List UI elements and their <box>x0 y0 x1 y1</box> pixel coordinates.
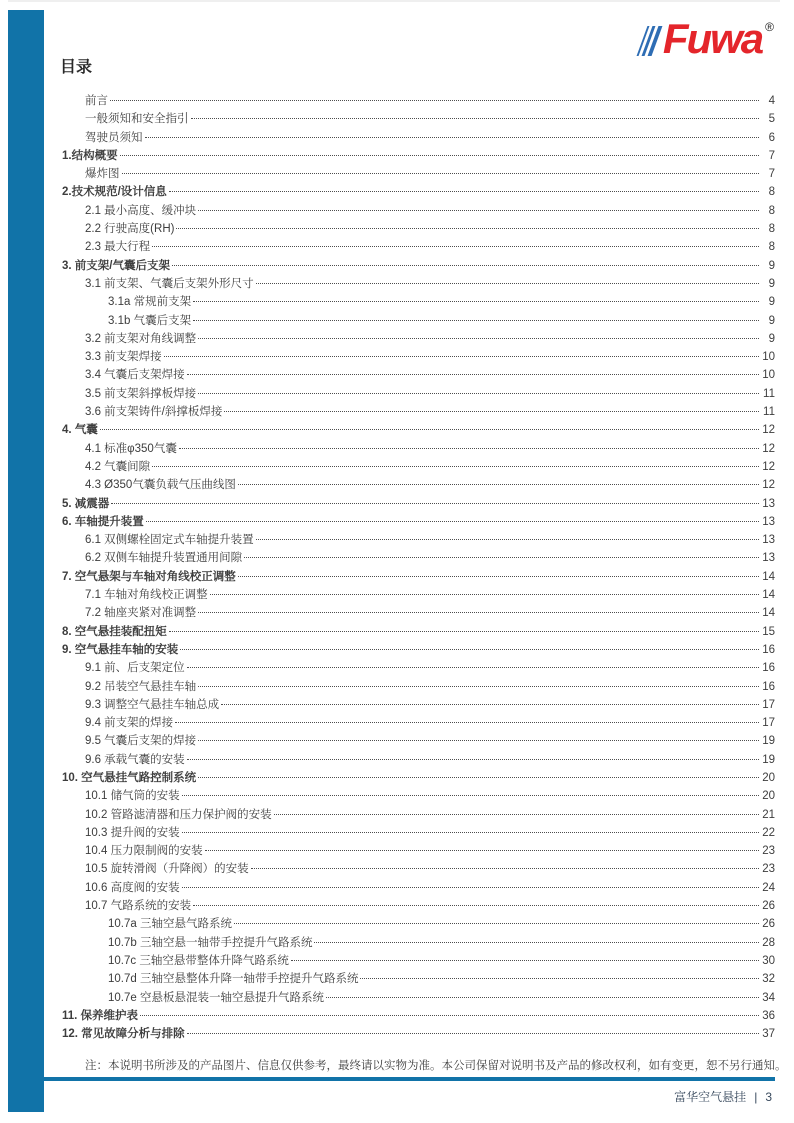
toc-entry-page-number: 8 <box>768 223 775 236</box>
footer-product-name: 富华空气悬挂 <box>674 1090 747 1104</box>
toc-entry-label: 9.5 气囊后支架的焊接 <box>85 735 197 748</box>
toc-entry-label: 10.7e 空悬板悬混装一轴空悬提升气路系统 <box>108 991 324 1004</box>
toc-dot-leader <box>198 686 759 687</box>
toc-entry-label: 9.3 调整空气悬挂车轴总成 <box>85 698 220 711</box>
toc-dot-leader <box>164 356 759 357</box>
toc-entry[interactable] <box>62 897 775 915</box>
left-accent-bar <box>8 10 44 1112</box>
toc-entry-label: 2.3 最大行程 <box>85 241 151 254</box>
toc-entry[interactable] <box>62 495 775 513</box>
page-footer <box>674 1088 772 1105</box>
footer-page-number: 3 <box>765 1089 772 1104</box>
toc-entry-page-number: 16 <box>762 662 775 675</box>
toc-entry-page-number: 12 <box>762 424 775 437</box>
toc-entry-label: 10.7b 三轴空悬一轴带手控提升气路系统 <box>108 936 313 949</box>
toc-entry-page-number: 11 <box>763 406 775 419</box>
toc-dot-leader <box>193 301 759 302</box>
toc-entry[interactable] <box>62 934 775 952</box>
toc-dot-leader <box>193 320 759 321</box>
toc-entry[interactable] <box>62 879 775 897</box>
toc-entry-page-number: 12 <box>762 479 775 492</box>
toc-entry-label: 爆炸图 <box>85 168 120 181</box>
toc-entry-label: 11. 保养维护表 <box>62 1009 139 1022</box>
toc-entry-page-number: 19 <box>762 753 775 766</box>
toc-dot-leader <box>179 448 759 449</box>
toc-entry-label: 5. 减震器 <box>62 497 110 510</box>
toc-entry-label: 1.结构概要 <box>62 149 118 162</box>
toc-entry-label: 3.1b 气囊后支架 <box>108 314 192 327</box>
logo-slashes-icon <box>636 26 665 56</box>
toc-entry-label: 6.2 双侧车轴提升装置通用间隙 <box>85 552 243 565</box>
toc-entry[interactable] <box>62 110 775 128</box>
toc-entry-label: 4.3 Ø350气囊负载气压曲线图 <box>85 479 236 492</box>
toc-entry-label: 10.7d 三轴空悬整体升降一轴带手控提升气路系统 <box>108 973 359 986</box>
toc-entry[interactable] <box>62 476 775 494</box>
toc-entry[interactable] <box>62 165 775 183</box>
toc-entry-page-number: 17 <box>762 717 775 730</box>
logo-wordmark: Fuwa <box>662 15 763 62</box>
toc-entry-label: 10.7c 三轴空悬带整体升降气路系统 <box>108 954 289 967</box>
toc-entry-page-number: 22 <box>762 826 775 839</box>
toc-entry-label: 10. 空气悬挂气路控制系统 <box>62 771 197 784</box>
toc-dot-leader <box>221 704 759 705</box>
toc-entry[interactable] <box>62 549 775 567</box>
toc-entry[interactable] <box>62 257 775 275</box>
toc-entry[interactable] <box>62 92 775 110</box>
toc-dot-leader <box>187 667 759 668</box>
toc-entry-page-number: 9 <box>768 277 775 290</box>
toc-entry-label: 9.2 吊装空气悬挂车轴 <box>85 680 197 693</box>
toc-entry-page-number: 15 <box>762 625 775 638</box>
toc-entry-label: 10.4 压力限制阀的安装 <box>85 845 203 858</box>
toc-entry-page-number: 23 <box>762 863 775 876</box>
toc-entry-label: 7. 空气悬架与车轴对角线校正调整 <box>62 570 236 583</box>
toc-entry[interactable] <box>62 202 775 220</box>
toc-entry[interactable] <box>62 604 775 622</box>
toc-entry[interactable] <box>62 751 775 769</box>
toc-dot-leader <box>193 905 759 906</box>
toc-entry-label: 4.1 标准φ350气囊 <box>85 442 177 455</box>
toc-entry-label: 9. 空气悬挂车轴的安装 <box>62 643 179 656</box>
toc-entry-page-number: 34 <box>762 991 775 1004</box>
toc-entry-page-number: 12 <box>762 460 775 473</box>
toc-dot-leader <box>314 942 759 943</box>
toc-entry-page-number: 8 <box>768 204 775 217</box>
toc-dot-leader <box>238 576 759 577</box>
toc-dot-leader <box>169 191 759 192</box>
toc-entry-page-number: 23 <box>762 845 775 858</box>
toc-entry-page-number: 19 <box>762 735 775 748</box>
toc-entry[interactable] <box>62 330 775 348</box>
toc-entry-label: 前言 <box>85 95 108 107</box>
toc-dot-leader <box>187 374 759 375</box>
toc-dot-leader <box>176 228 759 229</box>
toc-entry-label: 10.2 管路滤清器和压力保护阀的安装 <box>85 808 272 821</box>
toc-entry-page-number: 13 <box>762 515 775 528</box>
toc-entry[interactable] <box>62 403 775 421</box>
toc-entry[interactable] <box>62 952 775 970</box>
toc-entry[interactable] <box>62 513 775 531</box>
toc-dot-leader <box>198 612 759 613</box>
toc-list <box>62 92 775 1043</box>
toc-entry-page-number: 14 <box>762 607 775 620</box>
toc-entry[interactable] <box>62 458 775 476</box>
toc-entry[interactable] <box>62 586 775 604</box>
toc-dot-leader <box>274 814 759 815</box>
toc-entry[interactable] <box>62 129 775 147</box>
toc-entry-label: 9.6 承载气囊的安装 <box>85 753 185 766</box>
toc-dot-leader <box>224 411 759 412</box>
toc-entry[interactable] <box>62 915 775 933</box>
toc-entry[interactable] <box>62 970 775 988</box>
top-hairline <box>8 0 780 2</box>
toc-dot-leader <box>182 795 759 796</box>
toc-entry[interactable] <box>62 421 775 439</box>
toc-dot-leader <box>256 539 759 540</box>
toc-entry-page-number: 4 <box>768 95 775 107</box>
toc-entry-page-number: 10 <box>762 351 775 364</box>
page-title: 目录 <box>60 59 93 76</box>
toc-entry-page-number: 13 <box>762 497 775 510</box>
toc-entry[interactable] <box>62 348 775 366</box>
toc-dot-leader <box>110 100 759 101</box>
toc-entry-page-number: 16 <box>762 680 775 693</box>
toc-entry-label: 10.5 旋转滑阀（升降阀）的安装 <box>85 863 249 876</box>
toc-entry-label: 3.4 气囊后支架焊接 <box>85 369 185 382</box>
toc-entry-label: 2.技术规范/设计信息 <box>62 186 167 199</box>
toc-entry[interactable] <box>62 293 775 311</box>
toc-dot-leader <box>256 283 759 284</box>
toc-entry-label: 4. 气囊 <box>62 424 98 437</box>
toc-entry-page-number: 7 <box>768 168 775 181</box>
toc-entry[interactable] <box>62 220 775 238</box>
footer-rule <box>44 1077 775 1081</box>
toc-entry-label: 10.7a 三轴空悬气路系统 <box>108 918 232 931</box>
toc-entry-label: 4.2 气囊间隙 <box>85 460 151 473</box>
toc-entry-page-number: 16 <box>762 643 775 656</box>
toc-entry-label: 9.4 前支架的焊接 <box>85 717 174 730</box>
toc-dot-leader <box>169 631 759 632</box>
toc-entry[interactable] <box>62 1025 775 1043</box>
toc-entry-label: 3.3 前支架焊接 <box>85 351 162 364</box>
toc-entry-label: 10.7 气路系统的安装 <box>85 900 192 913</box>
toc-entry[interactable] <box>62 714 775 732</box>
toc-entry[interactable] <box>62 531 775 549</box>
toc-entry-page-number: 5 <box>768 113 775 126</box>
toc-entry[interactable] <box>62 659 775 677</box>
toc-entry-label: 7.2 轴座夹紧对准调整 <box>85 607 197 620</box>
toc-dot-leader <box>234 923 759 924</box>
toc-entry-label: 3.6 前支架铸件/斜撑板焊接 <box>85 406 223 419</box>
toc-entry-page-number: 14 <box>762 570 775 583</box>
toc-dot-leader <box>238 484 759 485</box>
toc-entry-page-number: 10 <box>762 369 775 382</box>
toc-dot-leader <box>145 137 760 138</box>
toc-entry[interactable] <box>62 238 775 256</box>
toc-entry[interactable] <box>62 824 775 842</box>
toc-dot-leader <box>120 155 759 156</box>
toc-entry[interactable] <box>62 678 775 696</box>
toc-dot-leader <box>191 118 760 119</box>
toc-entry-page-number: 13 <box>762 552 775 565</box>
toc-entry[interactable] <box>62 312 775 330</box>
toc-entry-page-number: 7 <box>768 149 775 162</box>
toc-entry[interactable] <box>62 1007 775 1025</box>
toc-entry[interactable] <box>62 385 775 403</box>
toc-entry[interactable] <box>62 696 775 714</box>
registered-trademark-icon: ® <box>765 20 774 34</box>
toc-entry-page-number: 28 <box>762 936 775 949</box>
toc-entry[interactable] <box>62 641 775 659</box>
toc-dot-leader <box>146 521 759 522</box>
toc-dot-leader <box>152 466 759 467</box>
toc-entry-page-number: 36 <box>762 1009 775 1022</box>
toc-entry-page-number: 9 <box>768 259 775 272</box>
toc-dot-leader <box>244 557 759 558</box>
toc-entry[interactable] <box>62 860 775 878</box>
toc-dot-leader <box>100 429 759 430</box>
toc-dot-leader <box>187 1033 759 1034</box>
disclaimer-note: 注：本说明书所涉及的产品图片、信息仅供参考，最终请以实物为准。本公司保留对说明书及产品的修改权利，如有变更，恕不另行通知。 <box>85 1060 787 1072</box>
toc-dot-leader <box>198 393 759 394</box>
toc-dot-leader <box>172 265 759 266</box>
toc-entry-label: 3.1a 常规前支架 <box>108 296 192 309</box>
toc-dot-leader <box>291 960 759 961</box>
toc-dot-leader <box>198 777 759 778</box>
toc-entry[interactable] <box>62 787 775 805</box>
toc-dot-leader <box>198 740 759 741</box>
toc-entry-page-number: 8 <box>768 241 775 254</box>
toc-dot-leader <box>210 594 759 595</box>
toc-entry-label: 2.2 行驶高度(RH) <box>85 223 175 236</box>
toc-entry-page-number: 37 <box>762 1028 775 1041</box>
toc-dot-leader <box>251 868 759 869</box>
toc-dot-leader <box>360 978 759 979</box>
toc-entry-page-number: 20 <box>762 790 775 803</box>
toc-entry-label: 6.1 双侧螺栓固定式车轴提升装置 <box>85 534 254 547</box>
toc-entry-label: 10.1 储气筒的安装 <box>85 790 180 803</box>
toc-entry[interactable] <box>62 183 775 201</box>
toc-entry-label: 3.1 前支架、气囊后支架外形尺寸 <box>85 277 254 290</box>
toc-entry[interactable] <box>62 769 775 787</box>
toc-entry-label: 驾驶员须知 <box>85 131 143 144</box>
toc-dot-leader <box>152 246 759 247</box>
toc-entry-page-number: 26 <box>762 918 775 931</box>
toc-entry-label: 10.3 提升阀的安装 <box>85 826 180 839</box>
toc-entry-page-number: 14 <box>762 589 775 602</box>
toc-entry-page-number: 21 <box>762 808 775 821</box>
toc-entry[interactable] <box>62 568 775 586</box>
toc-dot-leader <box>182 887 759 888</box>
toc-dot-leader <box>175 722 759 723</box>
toc-entry-page-number: 11 <box>763 387 775 400</box>
toc-entry-label: 12. 常见故障分析与排除 <box>62 1028 185 1041</box>
toc-entry-page-number: 9 <box>768 296 775 309</box>
toc-entry-page-number: 13 <box>762 534 775 547</box>
toc-entry[interactable] <box>62 806 775 824</box>
fuwa-logo <box>642 15 774 62</box>
toc-dot-leader <box>326 997 759 998</box>
toc-entry-label: 3.2 前支架对角线调整 <box>85 332 197 345</box>
toc-entry-page-number: 8 <box>768 186 775 199</box>
toc-entry-label: 7.1 车轴对角线校正调整 <box>85 589 208 602</box>
toc-entry[interactable] <box>62 147 775 165</box>
toc-entry-page-number: 12 <box>762 442 775 455</box>
toc-entry[interactable] <box>62 989 775 1007</box>
toc-entry[interactable] <box>62 623 775 641</box>
toc-entry-page-number: 6 <box>768 131 775 144</box>
toc-entry-label: 2.1 最小高度、缓冲块 <box>85 204 197 217</box>
toc-dot-leader <box>180 649 759 650</box>
toc-entry-label: 3. 前支架/气囊后支架 <box>62 259 170 272</box>
toc-entry[interactable] <box>62 275 775 293</box>
toc-dot-leader <box>182 832 759 833</box>
toc-entry-label: 9.1 前、后支架定位 <box>85 662 185 675</box>
toc-entry-page-number: 20 <box>762 771 775 784</box>
toc-entry-label: 6. 车轴提升装置 <box>62 515 144 528</box>
toc-entry[interactable] <box>62 440 775 458</box>
toc-dot-leader <box>111 503 759 504</box>
toc-dot-leader <box>122 173 760 174</box>
toc-dot-leader <box>140 1015 759 1016</box>
toc-entry-page-number: 17 <box>762 698 775 711</box>
toc-entry-page-number: 30 <box>762 954 775 967</box>
toc-entry-label: 3.5 前支架斜撑板焊接 <box>85 387 197 400</box>
toc-entry-page-number: 26 <box>762 900 775 913</box>
toc-entry-label: 8. 空气悬挂装配扭矩 <box>62 625 167 638</box>
toc-entry[interactable] <box>62 732 775 750</box>
toc-entry-page-number: 9 <box>768 332 775 345</box>
toc-dot-leader <box>187 759 759 760</box>
toc-entry[interactable] <box>62 842 775 860</box>
toc-entry-page-number: 32 <box>762 973 775 986</box>
toc-dot-leader <box>205 850 759 851</box>
toc-entry-page-number: 24 <box>762 881 775 894</box>
footer-separator: | <box>754 1089 758 1104</box>
toc-entry-label: 一般须知和安全指引 <box>85 113 189 126</box>
toc-entry-label: 10.6 高度阀的安装 <box>85 881 180 894</box>
toc-dot-leader <box>198 338 759 339</box>
toc-entry[interactable] <box>62 366 775 384</box>
toc-entry-page-number: 9 <box>768 314 775 327</box>
toc-dot-leader <box>198 210 759 211</box>
